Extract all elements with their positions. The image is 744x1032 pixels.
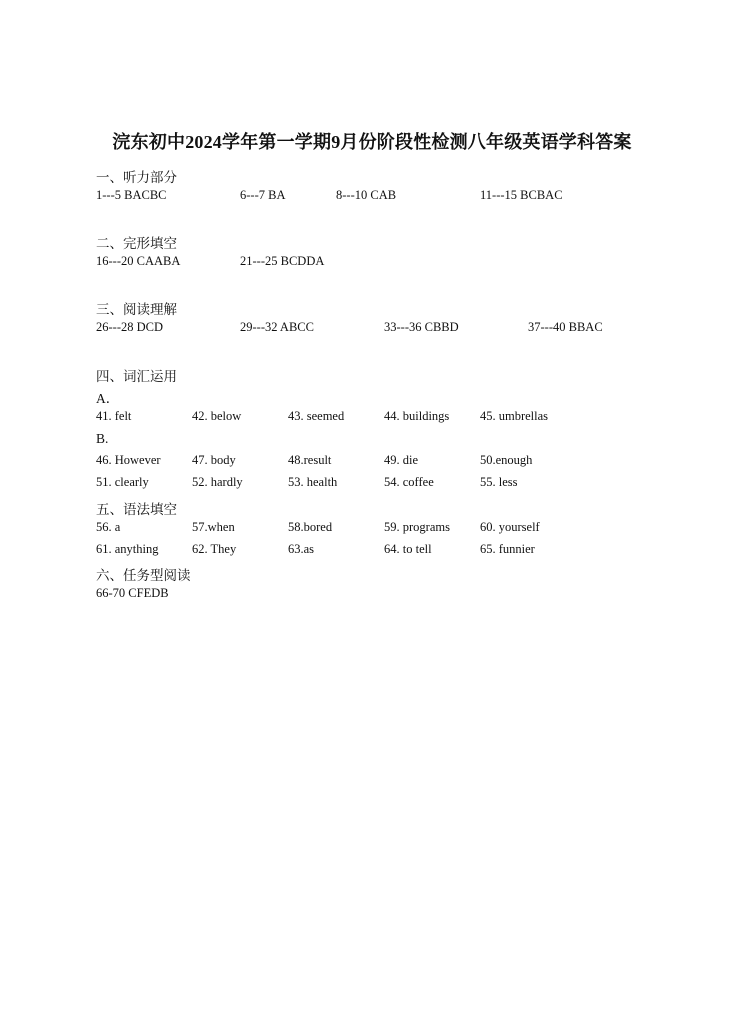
answer-row-vocabulary-a	[96, 409, 716, 429]
answer-cell: 64. to tell	[384, 542, 432, 556]
answer-cell: 53. health	[288, 475, 338, 489]
answer-cell: 63.as	[288, 542, 315, 556]
answer-cell: 11---15 BCBAC	[480, 188, 563, 202]
section-heading-cloze: 二、完形填空	[96, 236, 177, 251]
answer-row-vocabulary-b2	[96, 475, 716, 495]
answer-cell: 43. seemed	[288, 409, 345, 423]
answer-cell: 49. die	[384, 453, 419, 467]
page-title: 浣东初中2024学年第一学期9月份阶段性检测八年级英语学科答案	[112, 132, 632, 152]
answer-cell: 26---28 DCD	[96, 320, 164, 334]
answer-cell: 1---5 BACBC	[96, 188, 167, 202]
answer-cell: 33---36 CBBD	[384, 320, 459, 334]
answer-cell: 21---25 BCDDA	[240, 254, 325, 268]
answer-cell: 50.enough	[480, 453, 533, 467]
answer-cell: 58.bored	[288, 520, 333, 534]
answer-cell: 57.when	[192, 520, 235, 534]
answer-cell: 47. body	[192, 453, 236, 467]
section-heading-grammar: 五、语法填空	[96, 502, 177, 517]
section-heading-reading: 三、阅读理解	[96, 302, 177, 317]
part-label-b: B.	[96, 431, 109, 446]
answer-cell: 16---20 CAABA	[96, 254, 181, 268]
answer-cell: 29---32 ABCC	[240, 320, 314, 334]
answer-cell: 48.result	[288, 453, 332, 467]
section-heading-task-reading: 六、任务型阅读	[96, 568, 191, 583]
answer-cell: 6---7 BA	[240, 188, 286, 202]
answer-cell: 8---10 CAB	[336, 188, 397, 202]
answer-cell: 45. umbrellas	[480, 409, 549, 423]
answer-cell: 61. anything	[96, 542, 159, 556]
section-heading-listening: 一、听力部分	[96, 170, 177, 185]
answer-cell: 59. programs	[384, 520, 450, 534]
answer-cell: 65. funnier	[480, 542, 535, 556]
answer-cell: 41. felt	[96, 409, 132, 423]
answer-cell: 60. yourself	[480, 520, 540, 534]
section-heading-vocabulary: 四、词汇运用	[96, 369, 177, 384]
answer-cell: 51. clearly	[96, 475, 149, 489]
answer-cell: 42. below	[192, 409, 242, 423]
answer-row-reading	[96, 320, 716, 340]
answer-cell: 52. hardly	[192, 475, 243, 489]
answer-row-task-reading	[96, 586, 716, 606]
answer-row-grammar-1	[96, 520, 716, 540]
answer-cell: 62. They	[192, 542, 237, 556]
answer-row-cloze	[96, 254, 716, 274]
answer-cell: 44. buildings	[384, 409, 450, 423]
answer-row-grammar-2	[96, 542, 716, 562]
answer-cell: 37---40 BBAC	[528, 320, 603, 334]
answer-cell: 55. less	[480, 475, 518, 489]
answer-cell: 54. coffee	[384, 475, 434, 489]
answer-row-vocabulary-b1	[96, 453, 716, 473]
answer-row-listening	[96, 188, 716, 208]
answer-cell: 46. However	[96, 453, 161, 467]
answer-cell: 66-70 CFEDB	[96, 586, 169, 600]
part-label-a: A．	[96, 391, 120, 406]
answer-cell: 56. a	[96, 520, 121, 534]
